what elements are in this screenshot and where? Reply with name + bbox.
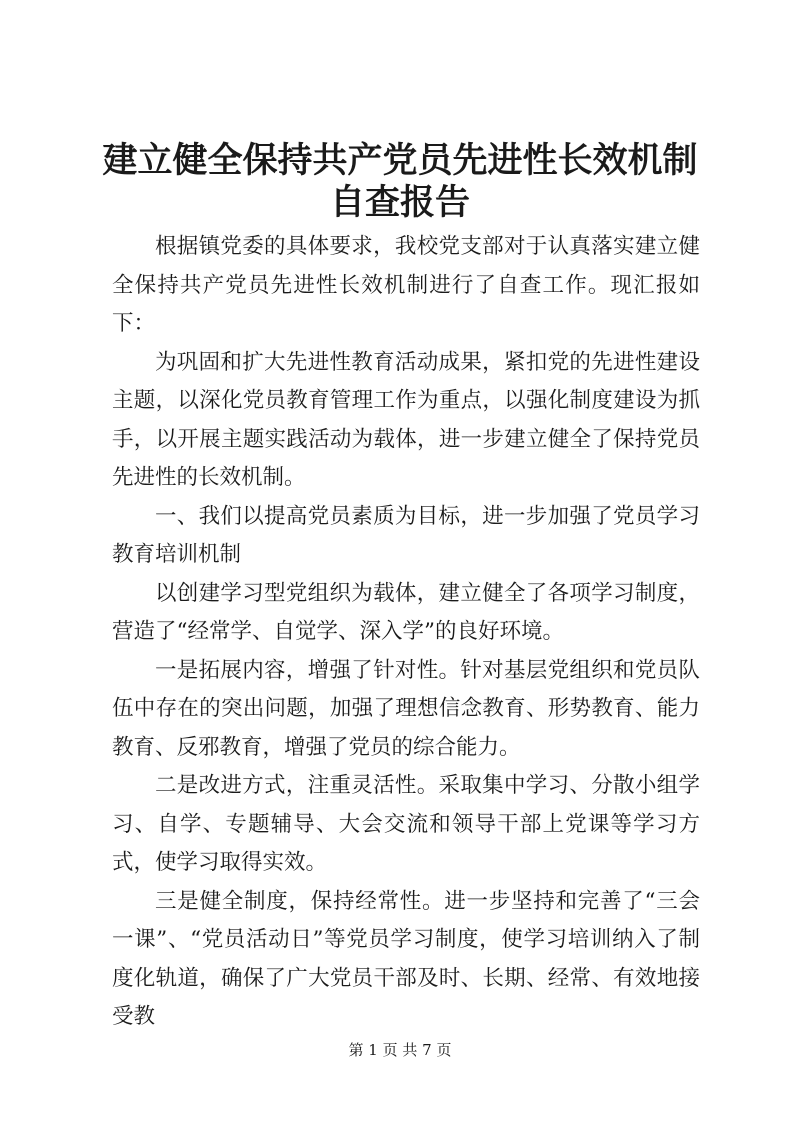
paragraph-learning-org: 以创建学习型党组织为载体，建立健全了各项学习制度，营造了“经常学、自觉学、深入学”的良好环境。 bbox=[112, 580, 700, 644]
document-body bbox=[112, 228, 700, 1037]
paragraph-point-3: 三是健全制度，保持经常性。进一步坚持和完善了“三会一课”、“党员活动日”等党员学习制度，使学习培训纳入了制度化轨道，确保了广大党员干部及时、长期、经常、有效地接受教 bbox=[112, 888, 700, 1029]
page-footer: 第 1 页 共 7 页 bbox=[348, 1041, 452, 1059]
paragraph-overview: 为巩固和扩大先进性教育活动成果，紧扣党的先进性建设主题，以深化党员教育管理工作为重点，以强化制度建设为抓手，以开展主题实践活动为载体，进一步建立健全了保持党员先进性的长效机制。 bbox=[112, 349, 700, 490]
paragraph-point-2: 二是改进方式，注重灵活性。采取集中学习、分散小组学习、自学、专题辅导、大会交流和领导干部上党课等学习方式，使学习取得实效。 bbox=[112, 773, 700, 875]
document-title: 建立健全保持共产党员先进性长效机制自查报告 bbox=[102, 140, 698, 223]
section-heading-1: 一、我们以提高党员素质为目标，进一步加强了党员学习教育培训机制 bbox=[112, 503, 700, 567]
paragraph-point-1: 一是拓展内容，增强了针对性。针对基层党组织和党员队伍中存在的突出问题，加强了理想信念教育、形势教育、能力教育、反邪教育，增强了党员的综合能力。 bbox=[112, 657, 700, 760]
paragraph-intro: 根据镇党委的具体要求，我校党支部对于认真落实建立健全保持共产党员先进性长效机制进行了自查工作。现汇报如下： bbox=[112, 234, 700, 336]
